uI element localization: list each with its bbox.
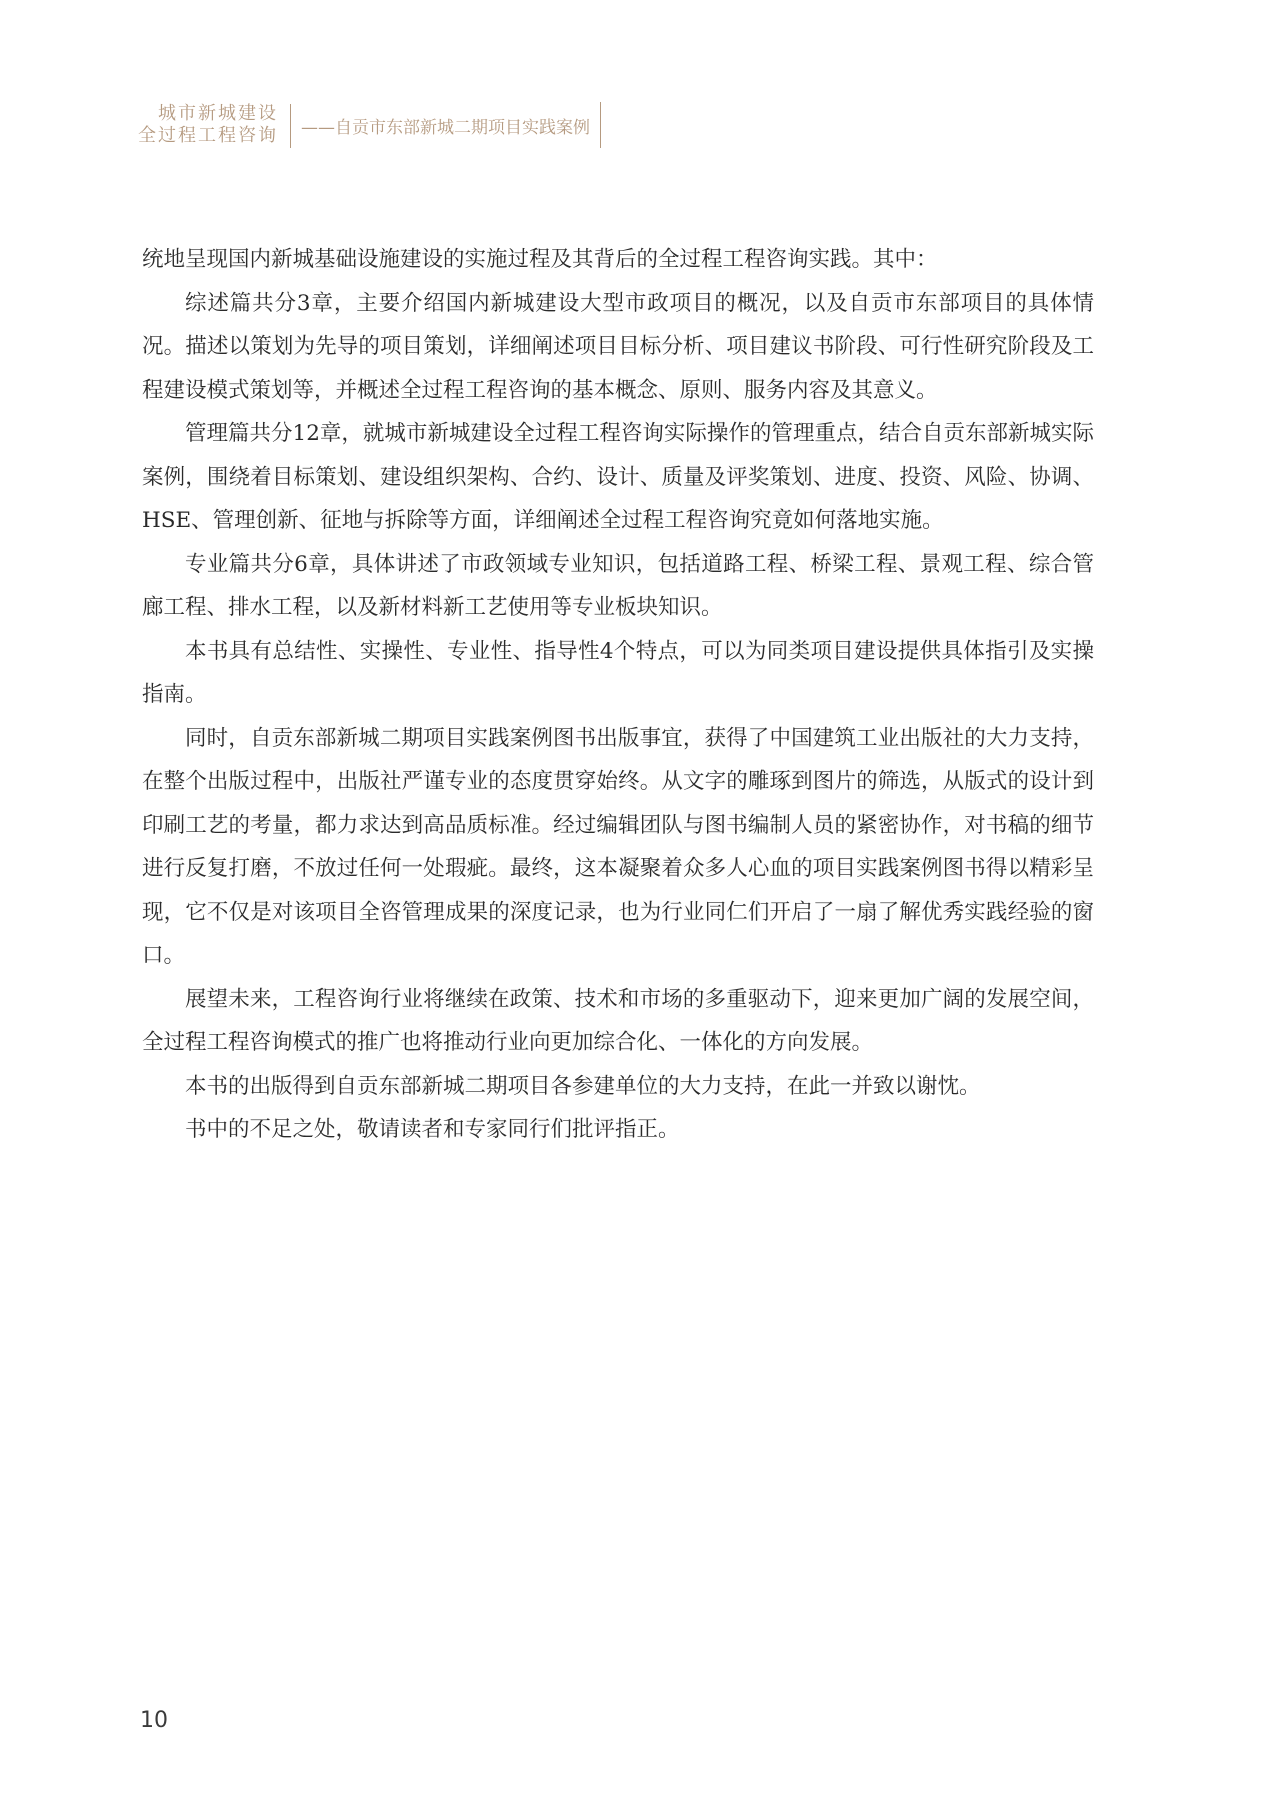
paragraph-continuation: 统地呈现国内新城基础设施建设的实施过程及其背后的全过程工程咨询实践。其中：	[142, 247, 938, 272]
paragraph-publishing: 同时，自贡东部新城二期项目实践案例图书出版事宜，获得了中国建筑工业出版社的大力支持，在整个出版过程中，出版社严谨专业的态度贯穿始终。从文字的雕琢到图片的筛选，从版式的设计到印刷工艺的考量，都力求达到高品质标准。经过编辑团队与图书编制人员的紧密协作，对书稿的细节进行反复打磨，不放过任何一处瑕疵。最终，这本凝聚着众多人心血的项目实践案例图书得以精彩呈现，它不仅是对该项目全咨管理成果的深度记录，也为行业同仁们开启了一扇了解优秀实践经验的窗口。	[142, 725, 1094, 968]
header-divider-end	[600, 102, 601, 148]
paragraph-features: 本书具有总结性、实操性、专业性、指导性4个特点，可以为同类项目建设提供具体指引及实操指南。	[142, 638, 1094, 707]
body-text	[142, 238, 1094, 1152]
paragraph-management: 管理篇共分12章，就城市新城建设全过程工程咨询实际操作的管理重点，结合自贡东部新城实际案例，围绕着目标策划、建设组织架构、合约、设计、质量及评奖策划、进度、投资、风险、协调、HSE、管理创新、征地与拆除等方面，详细阐述全过程工程咨询究竟如何落地实施。	[142, 421, 1094, 533]
paragraph-outlook: 展望未来，工程咨询行业将继续在政策、技术和市场的多重驱动下，迎来更加广阔的发展空间，全过程工程咨询模式的推广也将推动行业向更加综合化、一体化的方向发展。	[142, 986, 1094, 1055]
book-title-line2: 全过程工程咨询	[138, 125, 278, 146]
running-header	[138, 102, 601, 148]
header-divider	[290, 104, 291, 148]
paragraph-overview: 综述篇共分3章，主要介绍国内新城建设大型市政项目的概况，以及自贡市东部项目的具体情况。描述以策划为先导的项目策划，详细阐述项目目标分析、项目建议书阶段、可行性研究阶段及工程建设模式策划等，并概述全过程工程咨询的基本概念、原则、服务内容及其意义。	[142, 290, 1094, 403]
page-number: 10	[140, 1708, 168, 1733]
paragraph-closing: 书中的不足之处，敬请读者和专家同行们批评指正。	[185, 1117, 680, 1142]
paragraph-professional: 专业篇共分6章，具体讲述了市政领域专业知识，包括道路工程、桥梁工程、景观工程、综合管廊工程、排水工程，以及新材料新工艺使用等专业板块知识。	[142, 551, 1094, 620]
paragraph-thanks: 本书的出版得到自贡东部新城二期项目各参建单位的大力支持，在此一并致以谢忱。	[185, 1073, 981, 1099]
book-title-line1: 城市新城建设	[158, 103, 278, 124]
book-title	[138, 102, 290, 148]
book-subtitle: ——自贡市东部新城二期项目实践案例	[301, 117, 590, 138]
